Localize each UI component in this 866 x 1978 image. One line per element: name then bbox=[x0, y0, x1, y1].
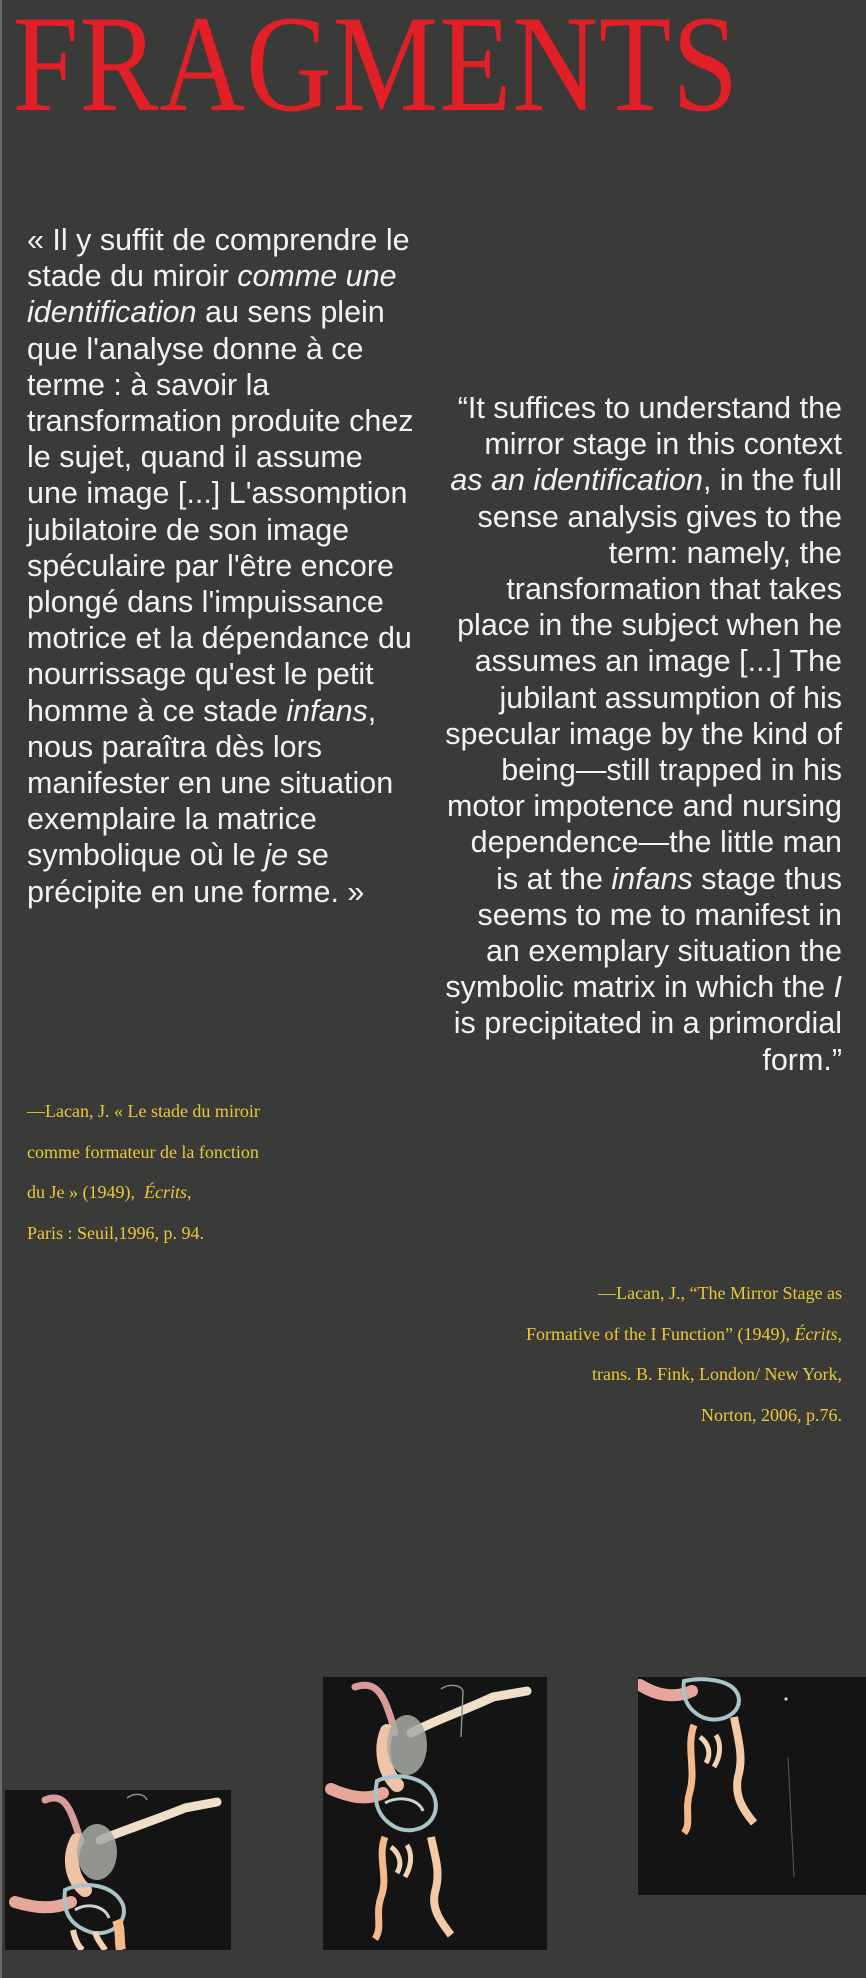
citation-text: du Je » (1949), bbox=[27, 1182, 144, 1202]
english-quote-text: “It suffices to understand the mirror stage in this context bbox=[457, 391, 842, 462]
french-citation-line: —Lacan, J. « Le stade du miroir bbox=[27, 1101, 260, 1121]
dancer-painting-1 bbox=[5, 1790, 231, 1950]
citation-book-title: Écrits bbox=[794, 1323, 838, 1344]
english-quote bbox=[445, 390, 842, 1078]
english-quote-emphasis: as an identification bbox=[450, 463, 703, 498]
english-citation-line: —Lacan, J., “The Mirror Stage as bbox=[598, 1283, 842, 1303]
page-title bbox=[12, 0, 740, 140]
page-title-text: FRAGMENTS bbox=[12, 0, 740, 140]
citation-text: , bbox=[186, 1182, 192, 1202]
french-quote-emphasis: infans bbox=[286, 693, 368, 728]
french-citation bbox=[27, 1091, 427, 1253]
dancer-painting-3 bbox=[638, 1677, 866, 1895]
citation-text: Formative of the I Function” (1949), bbox=[526, 1323, 795, 1344]
dancer-painting-2 bbox=[323, 1677, 547, 1950]
citation-text: , bbox=[837, 1323, 842, 1344]
french-citation-line bbox=[27, 1172, 427, 1213]
english-citation-line: trans. B. Fink, London/ New York, bbox=[591, 1364, 842, 1384]
english-quote-emphasis: infans bbox=[611, 861, 693, 896]
french-citation-line: comme formateur de la fonction bbox=[27, 1141, 259, 1162]
french-quote-text: « Il y suffit de comprendre le stade du miroir bbox=[27, 223, 410, 294]
left-edge-stripe bbox=[0, 0, 2, 1978]
french-quote-emphasis: je bbox=[264, 838, 289, 873]
french-quote-text: au sens plein que l'analyse donne à ce terme : à savoir la transformation produite chez le sujet, quand il assume une image [...] L'assomption jubilatoire de son image spéculaire par l'être encore plongé dans l'impuissance motrice et la dépendance du nourrissage qu'est le petit homme à ce stade bbox=[27, 295, 414, 728]
english-quote-emphasis: I bbox=[833, 970, 842, 1005]
citation-book-title: Écrits bbox=[143, 1182, 187, 1202]
english-citation bbox=[445, 1273, 842, 1435]
dancer-figure-icon bbox=[638, 1677, 866, 1895]
french-quote-emphasis: comme une identification bbox=[27, 259, 397, 330]
english-quote-text: stage thus seems to me to manifest in an exemplary situation the symbolic matrix in which the bbox=[445, 861, 842, 1005]
french-quote bbox=[27, 222, 417, 910]
french-quote-text: se précipite en une forme. » bbox=[27, 838, 365, 909]
english-citation-line bbox=[445, 1314, 842, 1355]
english-quote-text: is precipitated in a primordial form.” bbox=[453, 1006, 842, 1077]
dancer-figure-icon bbox=[323, 1677, 547, 1950]
dancer-figure-icon bbox=[5, 1790, 231, 1950]
french-citation-line: Paris : Seuil,1996, p. 94. bbox=[27, 1222, 205, 1243]
english-citation-line: Norton, 2006, p.76. bbox=[701, 1404, 842, 1425]
french-quote-text: , nous paraîtra dès lors manifester en une situation exemplaire la matrice symbolique où le bbox=[27, 693, 394, 873]
english-quote-text: , in the full sense analysis gives to the term: namely, the transformation that takes place in the subject when he assumes an image [...] The jubilant assumption of his specular image by the kind of being—still trapped in his motor impotence and nursing dependence—the little man is at the bbox=[445, 463, 842, 896]
